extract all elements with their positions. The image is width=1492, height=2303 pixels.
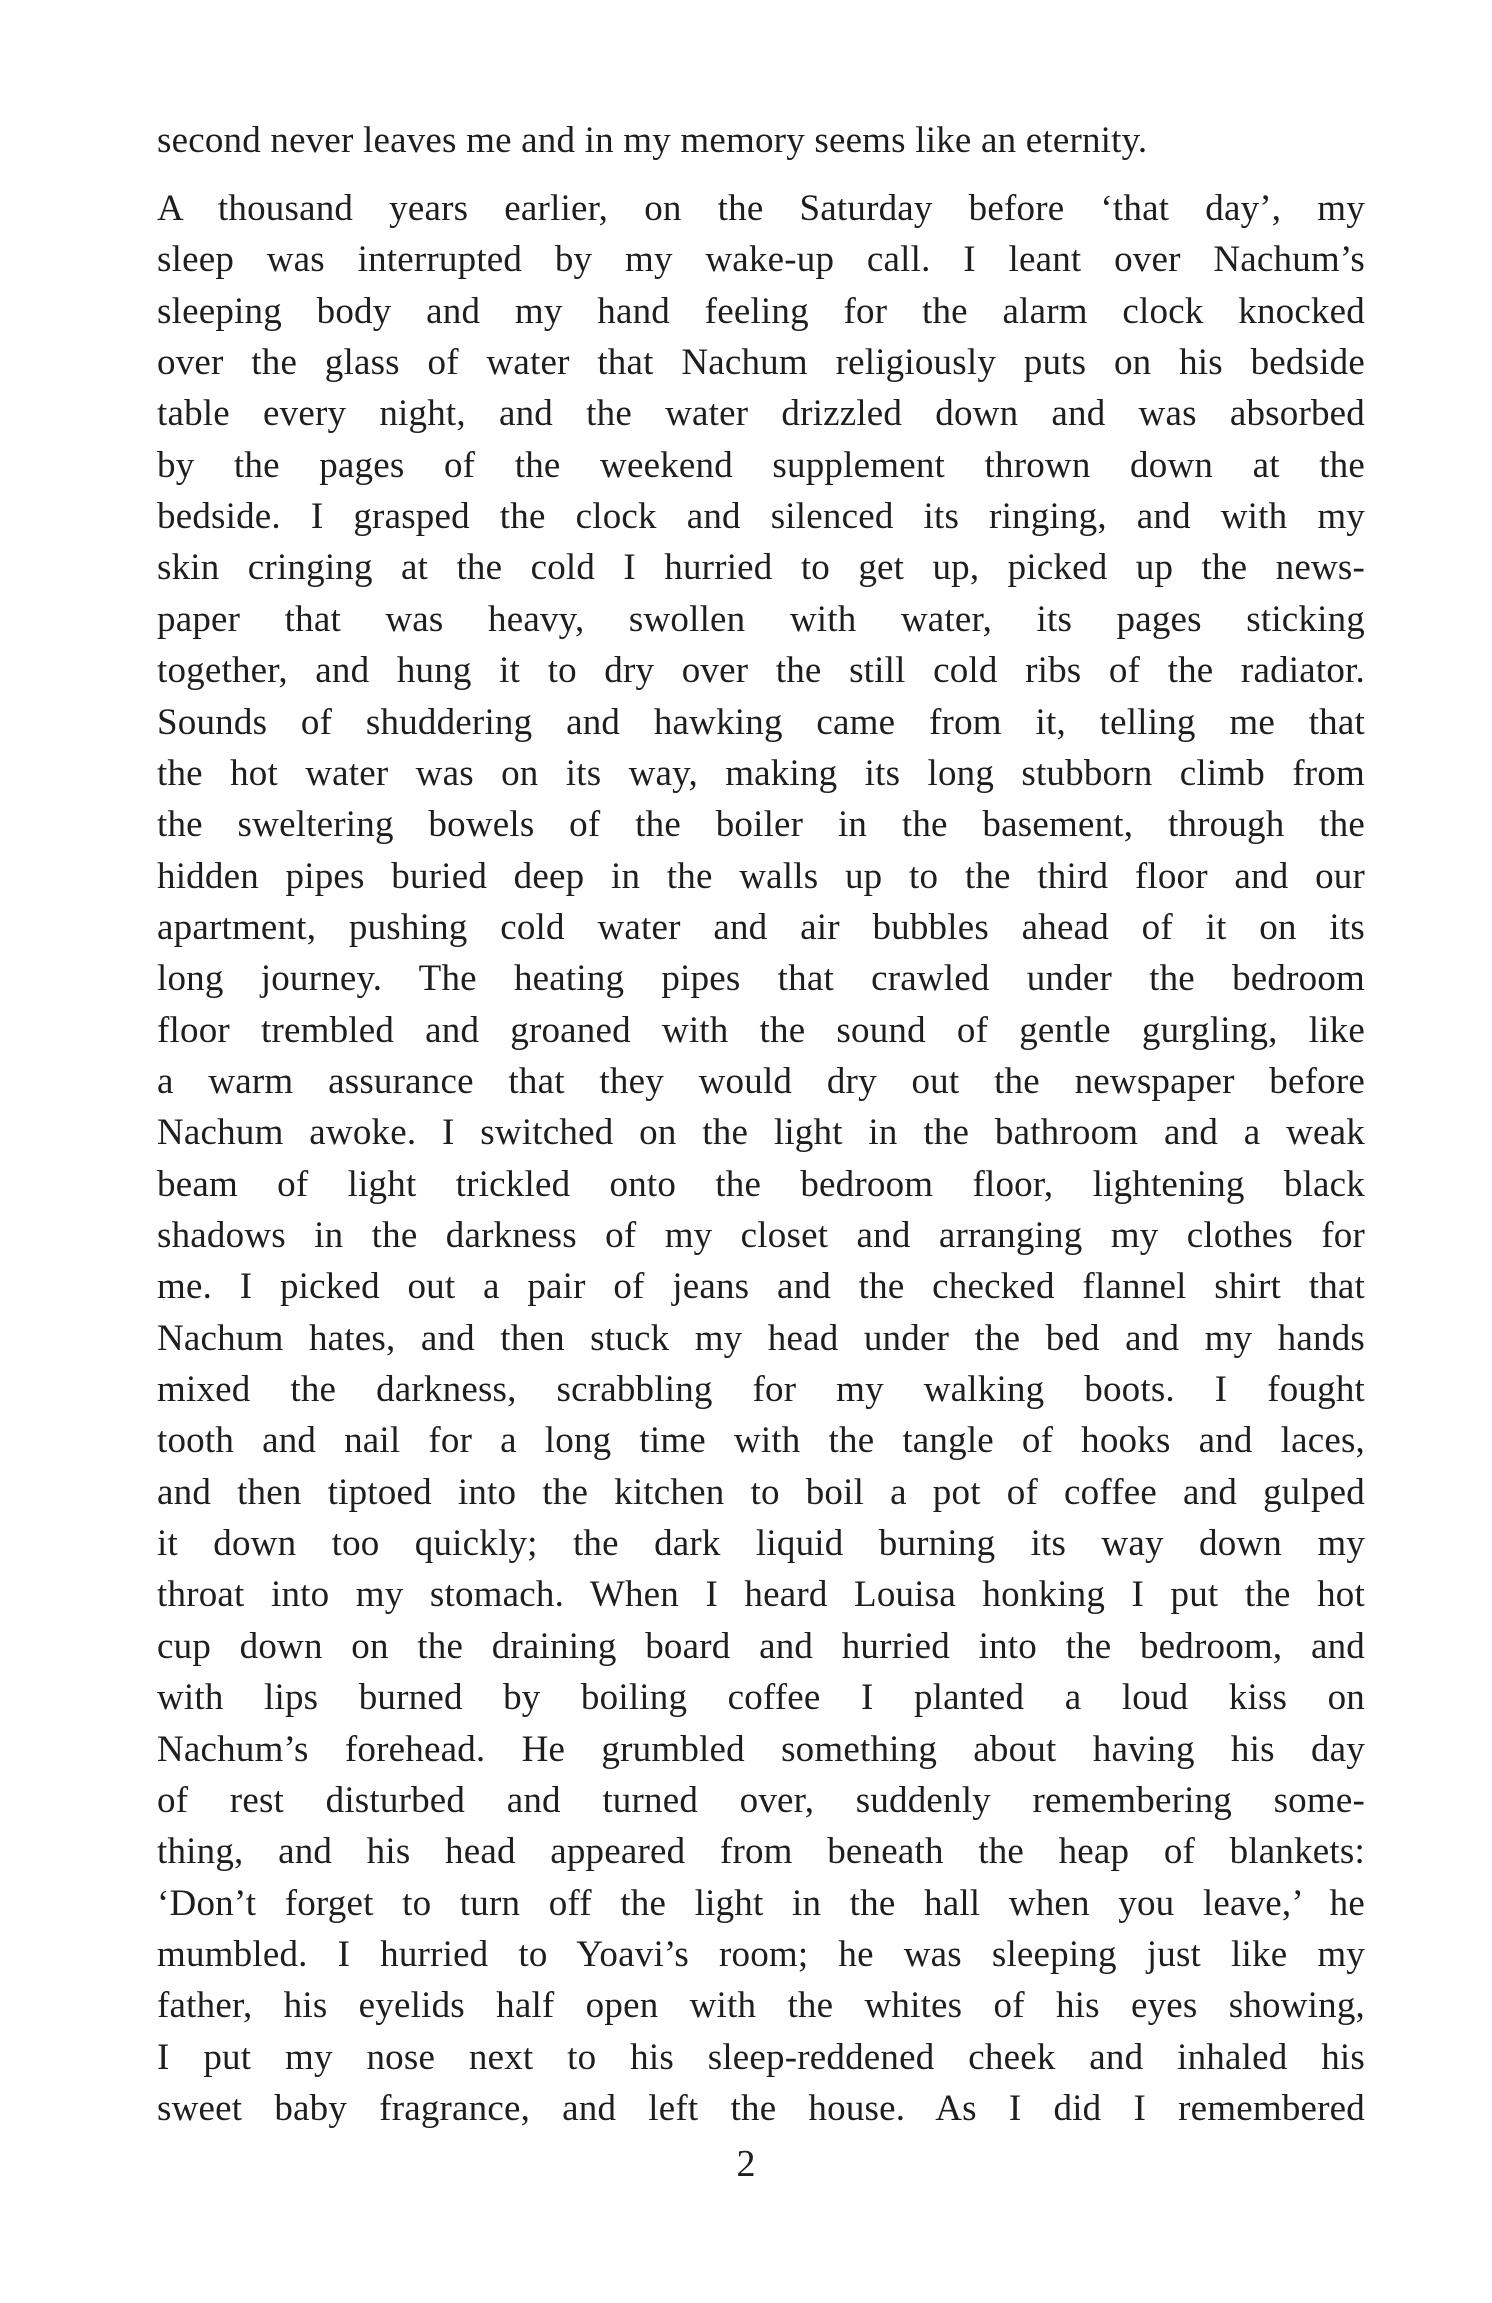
text-line: together, and hung it to dry over the still cold ribs of the radiator. — [157, 650, 1365, 691]
text-line: beam of light trickled onto the bedroom floor, lightening black — [157, 1164, 1365, 1205]
text-line: me. I picked out a pair of jeans and the checked flannel shirt that — [157, 1266, 1365, 1307]
text-line: Nachum hates, and then stuck my head under the bed and my hands — [157, 1318, 1365, 1359]
text-line: with lips burned by boiling coffee I planted a loud kiss on — [157, 1677, 1365, 1718]
text-line: by the pages of the weekend supplement thrown down at the — [157, 445, 1365, 486]
text-line: it down too quickly; the dark liquid burning its way down my — [157, 1523, 1365, 1564]
text-line: Sounds of shuddering and hawking came from it, telling me that — [157, 702, 1365, 743]
text-line: thing, and his head appeared from beneath the heap of blankets: — [157, 1831, 1365, 1872]
text-line: bedside. I grasped the clock and silenced its ringing, and with my — [157, 496, 1365, 537]
text-line: skin cringing at the cold I hurried to get up, picked up the news- — [157, 547, 1365, 588]
text-line: a warm assurance that they would dry out the newspaper before — [157, 1061, 1365, 1102]
text-line: I put my nose next to his sleep-reddened cheek and inhaled his — [157, 2037, 1365, 2078]
page-number: 2 — [736, 2143, 756, 2185]
text-line: floor trembled and groaned with the sound of gentle gurgling, like — [157, 1010, 1365, 1051]
text-line: Nachum’s forehead. He grumbled something about having his day — [157, 1729, 1365, 1770]
text-line-opening: second never leaves me and in my memory seems like an eternity. — [157, 120, 1148, 161]
text-line: mumbled. I hurried to Yoavi’s room; he was sleeping just like my — [157, 1934, 1365, 1975]
text-line: A thousand years earlier, on the Saturday before ‘that day’, my — [157, 188, 1365, 229]
text-line: sleep was interrupted by my wake-up call. I leant over Nachum’s — [157, 239, 1365, 280]
text-line: hidden pipes buried deep in the walls up to the third floor and our — [157, 856, 1365, 897]
text-line: and then tiptoed into the kitchen to boil a pot of coffee and gulped — [157, 1472, 1365, 1513]
text-line: shadows in the darkness of my closet and arranging my clothes for — [157, 1215, 1365, 1256]
text-line: father, his eyelids half open with the whites of his eyes showing, — [157, 1985, 1365, 2026]
text-line: table every night, and the water drizzled down and was absorbed — [157, 393, 1365, 434]
text-line: tooth and nail for a long time with the tangle of hooks and laces, — [157, 1420, 1365, 1461]
text-line: over the glass of water that Nachum religiously puts on his bedside — [157, 342, 1365, 383]
text-line: mixed the darkness, scrabbling for my walking boots. I fought — [157, 1369, 1365, 1410]
text-line: cup down on the draining board and hurried into the bedroom, and — [157, 1626, 1365, 1667]
text-line: long journey. The heating pipes that crawled under the bedroom — [157, 958, 1365, 999]
text-line: apartment, pushing cold water and air bubbles ahead of it on its — [157, 907, 1365, 948]
text-line: paper that was heavy, swollen with water, its pages sticking — [157, 599, 1365, 640]
text-line: throat into my stomach. When I heard Louisa honking I put the hot — [157, 1574, 1365, 1615]
text-line: of rest disturbed and turned over, suddenly remembering some- — [157, 1780, 1365, 1821]
text-line: sleeping body and my hand feeling for the alarm clock knocked — [157, 291, 1365, 332]
text-line: the hot water was on its way, making its long stubborn climb from — [157, 753, 1365, 794]
text-line: sweet baby fragrance, and left the house. As I did I remembered — [157, 2088, 1365, 2129]
text-line: the sweltering bowels of the boiler in the basement, through the — [157, 804, 1365, 845]
text-line: Nachum awoke. I switched on the light in the bathroom and a weak — [157, 1112, 1365, 1153]
text-line: ‘Don’t forget to turn off the light in the hall when you leave,’ he — [157, 1883, 1365, 1924]
